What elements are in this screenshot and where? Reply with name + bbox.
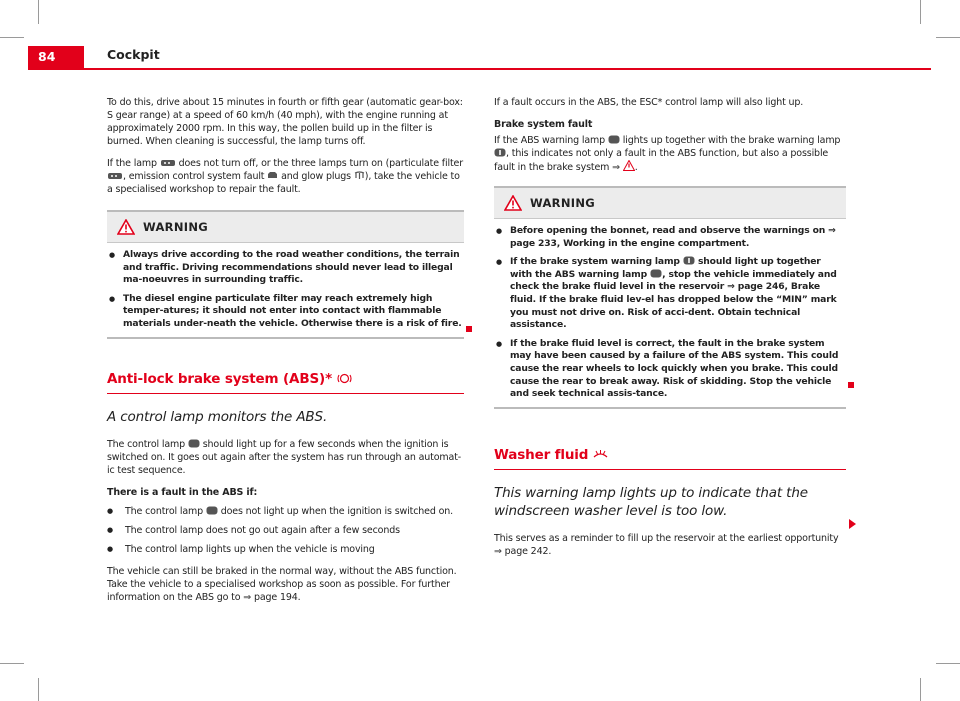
warning-body <box>494 219 846 407</box>
abs-lamp-icon <box>650 269 662 278</box>
crop-mark <box>936 37 960 38</box>
glow-plug-icon <box>354 171 365 180</box>
abs-lamp-icon <box>337 373 352 384</box>
crop-mark <box>920 678 921 701</box>
section-end-mark <box>848 382 854 388</box>
warning-title: WARNING <box>143 219 208 234</box>
crop-mark <box>0 37 24 38</box>
warning-triangle-icon[interactable] <box>623 160 635 171</box>
abs-lamp-icon <box>608 135 620 144</box>
list-item: ● The control lamp lights up when the vehicle is moving <box>107 543 464 556</box>
washer-heading: Washer fluid <box>494 449 846 470</box>
washer-subtitle: This warning lamp lights up to indicate that the windscreen washer level is too low. <box>494 484 808 519</box>
section-end-mark <box>466 326 472 332</box>
crop-mark <box>920 0 921 24</box>
paragraph: If the ABS warning lamp lights up together with the brake warning lamp , this indicates not only a fault in the ABS function, but also a possible fault in the brake system ⇒ . <box>494 135 841 173</box>
crop-mark <box>38 678 39 701</box>
warning-header <box>107 212 464 243</box>
washer-fluid-icon <box>593 449 608 460</box>
paragraph: To do this, drive about 15 minutes in fourth or fifth gear (automatic gear-box: S gear range) at a speed of 60 km/h (40 mph), with the engine running at approximately 2000 rpm. In this way, the pollen build up in the filter is burned. When cleaning is successful, the lamp turns off. <box>107 97 463 147</box>
fault-title: There is a fault in the ABS if: <box>107 486 258 498</box>
header-rule <box>28 47 931 70</box>
brake-title: Brake system fault <box>494 119 593 130</box>
warning-box <box>494 186 846 409</box>
warning-item: ● Before opening the bonnet, read and observe the warnings on ⇒ page 233, Working in the engine compartment. <box>496 225 844 250</box>
crop-mark <box>936 663 960 664</box>
abs-lamp-icon <box>206 506 218 515</box>
paragraph: If the lamp does not turn off, or the three lamps turn on (particulate filter , emission control system fault and glow plugs ), take the vehicle to a specialised workshop to repair the fault. <box>107 158 463 195</box>
warning-item: ● If the brake system warning lamp should light up together with the ABS warning lamp , stop the vehicle immediately and check the brake fluid level in the reservoir ⇒ page 246, Brake fluid. If the brake fluid lev-el has dropped below the “MIN” mark you must not drive on. Risk of acci-dent. Obtain technical assistance. <box>496 256 844 332</box>
paragraph: The control lamp should light up for a few seconds when the ignition is switched on. It goes out again after the system has run through an automat-ic test sequence. <box>107 438 462 476</box>
paragraph: The vehicle can still be braked in the normal way, without the ABS function. Take the vehicle to a specialised workshop as soon as possible. For further information on the ABS go to ⇒ page 194. <box>107 565 457 603</box>
emission-control-icon <box>267 171 278 180</box>
warning-header <box>494 188 846 219</box>
crop-mark <box>0 663 24 664</box>
brake-lamp-icon <box>494 148 506 157</box>
abs-heading: Anti-lock brake system (ABS)* <box>107 373 464 394</box>
left-column <box>107 96 464 613</box>
warning-body <box>107 243 464 337</box>
abs-lamp-icon <box>188 439 200 448</box>
list-item: ● The control lamp does not light up when the ignition is switched on. <box>107 505 464 518</box>
section-title: Cockpit <box>107 47 160 62</box>
paragraph: This serves as a reminder to fill up the reservoir at the earliest opportunity ⇒ page 242. <box>494 532 839 557</box>
brake-lamp-icon <box>683 256 695 265</box>
particulate-filter-icon <box>160 159 176 167</box>
continue-arrow-icon <box>849 519 856 529</box>
page-number: 84 <box>28 46 84 68</box>
crop-mark <box>38 0 39 24</box>
warning-item: ● If the brake fluid level is correct, the fault in the brake system may have been caused by a failure of the ABS system. This could cause the rear wheels to lock quickly when you brake. This could cause the rear to break away. Risk of skidding. Stop the vehicle and seek technical assis-tance. <box>496 338 844 401</box>
list-item: ● The control lamp does not go out again after a few seconds <box>107 524 464 537</box>
particulate-filter-icon <box>107 172 123 180</box>
warning-title: WARNING <box>530 195 595 210</box>
right-column <box>494 96 846 567</box>
warning-item: ● Always drive according to the road weather conditions, the terrain and traffic. Driving recommendations should never lead to illegal ma-noeuvres in surrounding traffic. <box>109 249 462 287</box>
warning-triangle-icon <box>117 219 135 235</box>
paragraph: If a fault occurs in the ABS, the ESC* control lamp will also light up. <box>494 97 804 108</box>
warning-triangle-icon <box>504 195 522 211</box>
warning-item: ● The diesel engine particulate filter may reach extremely high temper-atures; it should not enter into contact with flammable materials under-neath the vehicle. Otherwise there is a risk of fire. <box>109 293 462 331</box>
abs-subtitle: A control lamp monitors the ABS. <box>107 408 328 425</box>
warning-box <box>107 210 464 339</box>
